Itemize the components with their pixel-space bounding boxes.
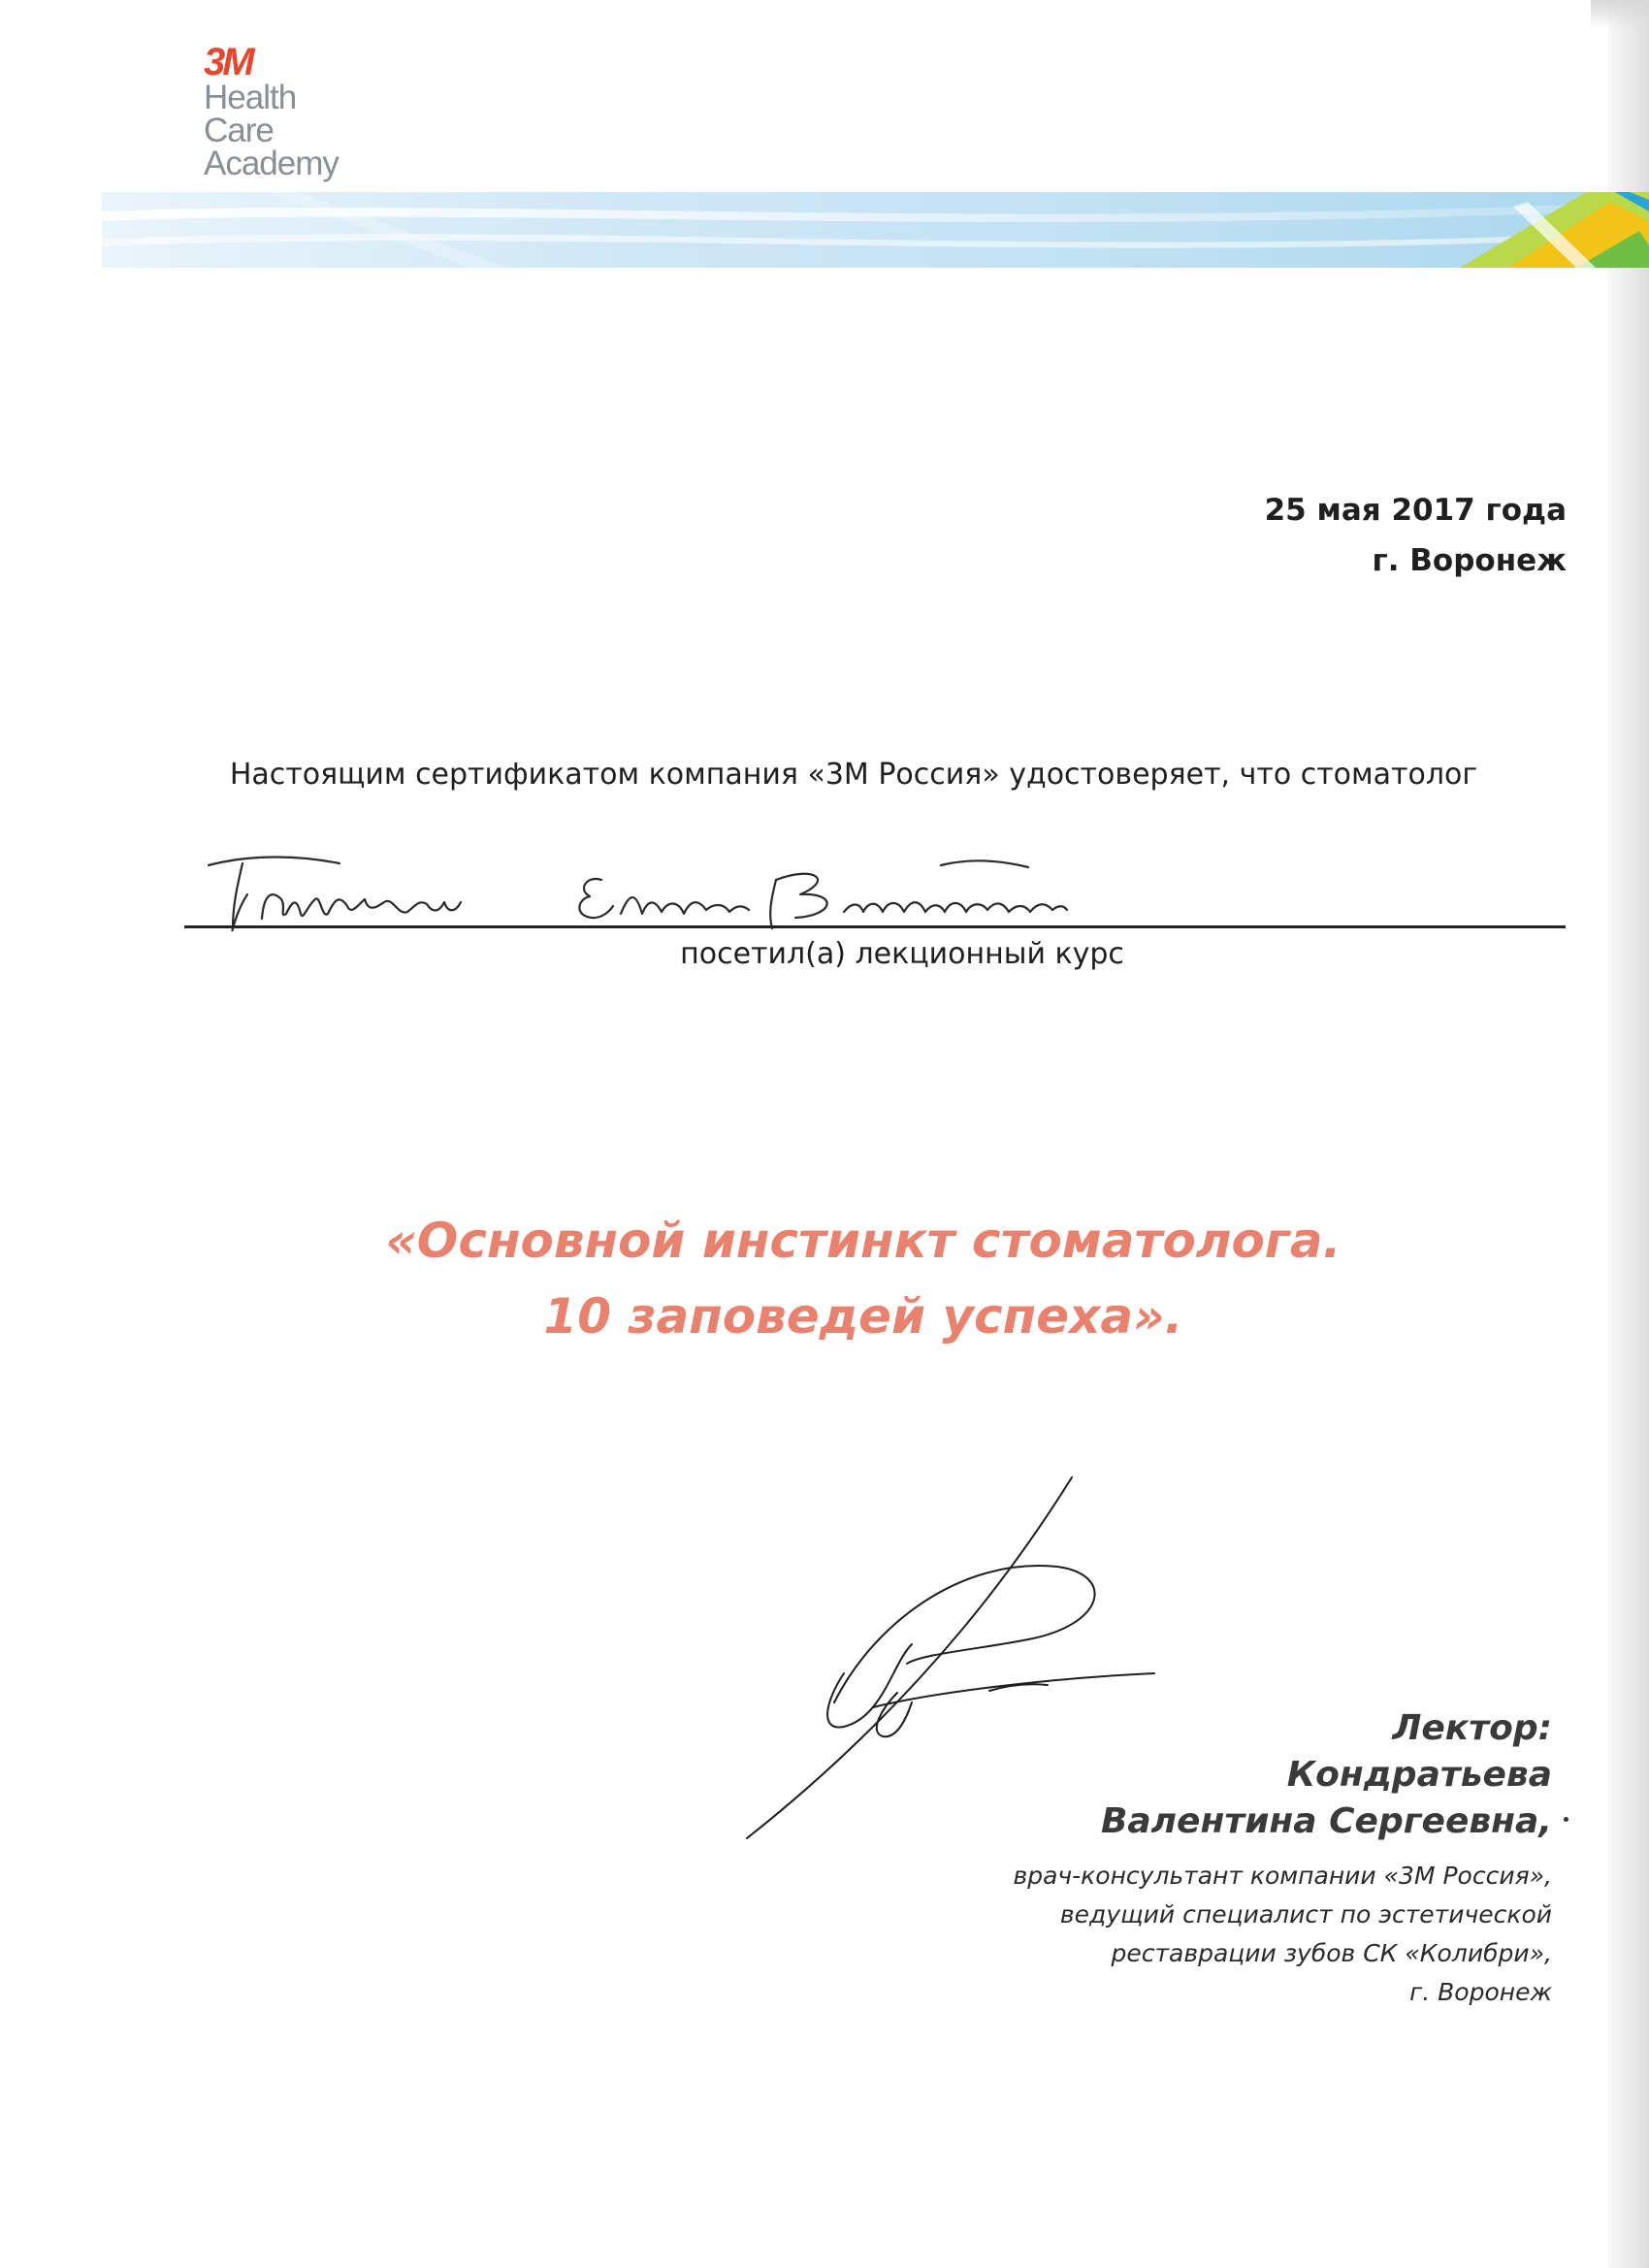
logo-line-care: Care	[204, 112, 274, 149]
course-title-line-2: 10 заповедей успеха».	[543, 1288, 1183, 1345]
page-edge-shadow	[1608, 0, 1649, 2268]
stray-dot	[1564, 1817, 1568, 1822]
lecturer-name: Валентина Сергеевна,	[1100, 1801, 1552, 1841]
3m-health-care-academy-logo	[204, 43, 339, 180]
lecturer-desc-line-4: г. Воронеж	[1409, 1978, 1552, 2006]
certificate-place: г. Воронеж	[1372, 543, 1567, 578]
lecturer-desc-line-1: врач-консультант компании «3М Россия»,	[1013, 1862, 1552, 1890]
header-banner-stripe	[102, 192, 1649, 268]
course-title-line-1: «Основной инстинкт стоматолога.	[385, 1213, 1342, 1269]
lecturer-description	[1013, 1857, 1552, 2012]
certificate-intro-text: Настоящим сертификатом компания «3М Россия» удостоверяет, что стоматолог	[229, 758, 1478, 792]
page-corner-shadow	[1591, 0, 1649, 29]
logo-line-academy: Academy	[204, 145, 339, 182]
handwritten-participant-name	[194, 846, 1222, 943]
participant-name-underline	[184, 925, 1566, 928]
logo-line-health: Health	[204, 79, 297, 116]
lecturer-block	[1101, 1705, 1552, 1845]
logo-brand: 3M	[204, 41, 252, 83]
lecturer-heading: Лектор:	[1392, 1708, 1552, 1748]
lecturer-desc-line-3: реставрации зубов СК «Колибри»,	[1111, 1939, 1552, 1967]
lecturer-desc-line-2: ведущий специалист по эстетической	[1059, 1900, 1552, 1928]
attended-course-text: посетил(а) лекционный курс	[680, 937, 1124, 971]
course-title	[0, 1203, 1649, 1354]
certificate-date: 25 мая 2017 года	[1264, 493, 1567, 528]
lecturer-surname: Кондратьева	[1286, 1755, 1552, 1795]
